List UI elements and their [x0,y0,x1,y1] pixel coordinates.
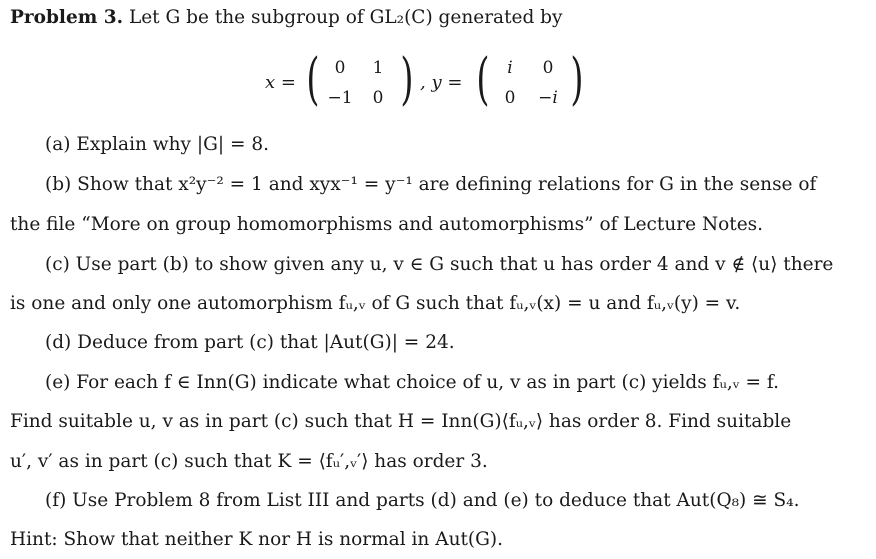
y-matrix-cell: 0 [504,88,516,108]
part-f-line1: (f) Use Problem 8 from List III and parts (d) and (e) to deduce that Aut(Q₈) ≅ S₄. [45,490,800,511]
part-e-line1: (e) For each f ∈ Inn(G) indicate what choice of u, v as in part (c) yields fᵤ,ᵥ = f. [45,372,779,393]
part-b-line2: the file “More on group homomorphisms and automorphisms” of Lecture Notes. [10,214,764,235]
x-matrix-cell: 0 [372,88,384,108]
problem-number: Problem 3. [10,7,124,28]
part-c-line1: (c) Use part (b) to show given any u, v ∈ G such that u has order 4 and v ∉ ⟨u⟩ there [45,254,834,275]
y-matrix-cell: −i [538,88,558,108]
x-matrix-cell: −1 [327,88,353,108]
right-paren-icon: ) [570,47,584,112]
part-a: (a) Explain why |G| = 8. [45,134,270,155]
matrix-definitions [0,47,876,116]
right-paren-icon: ) [400,47,414,112]
x-matrix-cell: 0 [334,58,346,78]
part-b-line1: (b) Show that x²y⁻² = 1 and xyx⁻¹ = y⁻¹ are defining relations for G in the sense of [45,174,817,195]
part-d: (d) Deduce from part (c) that |Aut(G)| = 24. [45,332,455,353]
part-e-line3: u′, v′ as in part (c) such that K = ⟨fᵤ′,ᵥ′⟩ has order 3. [10,451,488,472]
problem-intro: Let G be the subgroup of GL₂(C) generated by [128,7,563,28]
part-c-line2: is one and only one automorphism fᵤ,ᵥ of G such that fᵤ,ᵥ(x) = u and fᵤ,ᵥ(y) = v. [10,293,741,314]
y-matrix-cell: 0 [542,58,554,78]
part-e-line2: Find suitable u, v as in part (c) such that H = Inn(G)⟨fᵤ,ᵥ⟩ has order 8. Find suitable [10,411,792,432]
y-label: , y = [420,72,463,93]
x-matrix [302,47,414,116]
x-matrix-cell: 1 [372,58,384,78]
y-matrix [472,47,584,116]
problem-header [10,6,562,30]
left-paren-icon: ( [306,47,320,112]
part-f-hint: Hint: Show that neither K nor H is normal in Aut(G). [10,529,504,550]
left-paren-icon: ( [476,47,490,112]
y-matrix-cell: i [507,58,513,78]
x-label: x = [265,72,296,93]
